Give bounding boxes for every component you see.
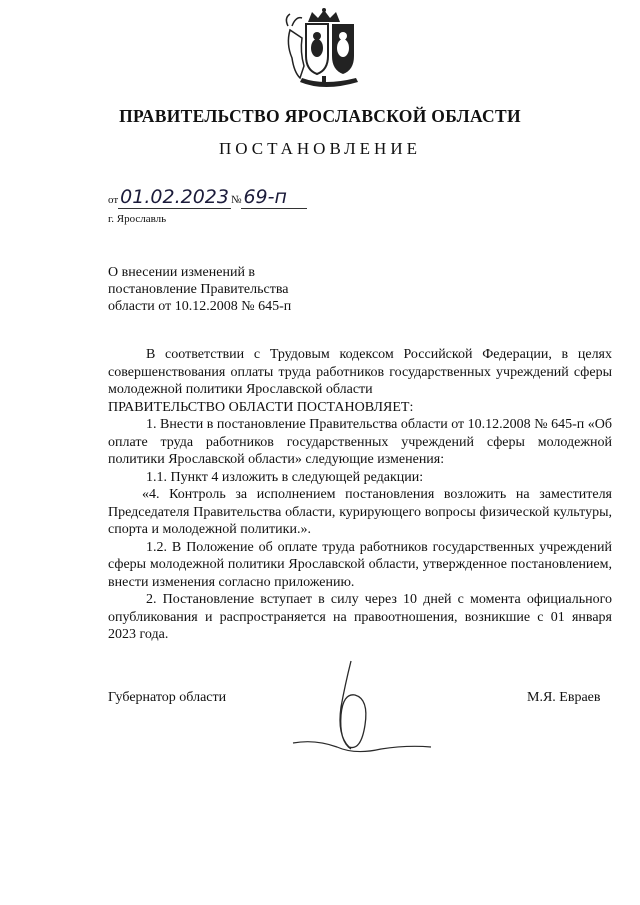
subject-line: области от 10.12.2008 № 645-п <box>108 299 292 314</box>
subject-line: постановление Правительства <box>108 282 289 297</box>
document-date: 01.02.2023 <box>120 186 229 208</box>
number-prefix: № <box>230 194 242 206</box>
city-label: г. Ярославль <box>108 213 167 225</box>
document-subject <box>108 264 368 315</box>
item-1-1: 1.1. Пункт 4 изложить в следующей редакции: <box>146 469 424 485</box>
document-type: ПОСТАНОВЛЕНИЕ <box>218 139 421 158</box>
signer-role: Губернатор области <box>108 690 227 705</box>
item-1: 1. Внести в постановление Правительства области от 10.12.2008 № 645-п «Об оплате труда работников государственных учреждений сферы молодежной политики Ярославской области» следующие изменения: <box>108 417 612 467</box>
item-1-1-quote: «4. Контроль за исполнением постановления возложить на заместителя Председателя Правительства области, курирующего вопросы физической культуры, спорта и молодежной политики.». <box>108 487 612 537</box>
resolves-heading: ПРАВИТЕЛЬСТВО ОБЛАСТИ ПОСТАНОВЛЯЕТ: <box>108 399 414 415</box>
item-2: 2. Постановление вступает в силу через 10 дней с момента официального опубликования и распространяется на правоотношения, возникшие с 01 января 2023 года. <box>108 592 612 642</box>
preamble-paragraph: В соответствии с Трудовым кодексом Российской Федерации, в целях совершенствования оплаты труда работников государственных учреждений сферы молодежной политики Ярославской области <box>108 347 612 397</box>
document-number: 69-п <box>241 186 307 209</box>
item-1-2: 1.2. В Положение об оплате труда работников государственных учреждений сферы молодежной политики Ярославской области, утвержденное постановлением, внести изменения согласно приложению. <box>108 539 612 590</box>
government-title: ПРАВИТЕЛЬСТВО ЯРОСЛАВСКОЙ ОБЛАСТИ <box>119 106 521 126</box>
handwritten-signature <box>285 655 435 775</box>
coat-of-arms-emblem <box>278 8 370 94</box>
signer-name: М.Я. Евраев <box>527 690 601 705</box>
date-number-line <box>108 186 307 209</box>
date-prefix: от <box>108 194 119 206</box>
subject-line: О внесении изменений в <box>108 265 256 280</box>
document-body <box>108 346 612 644</box>
